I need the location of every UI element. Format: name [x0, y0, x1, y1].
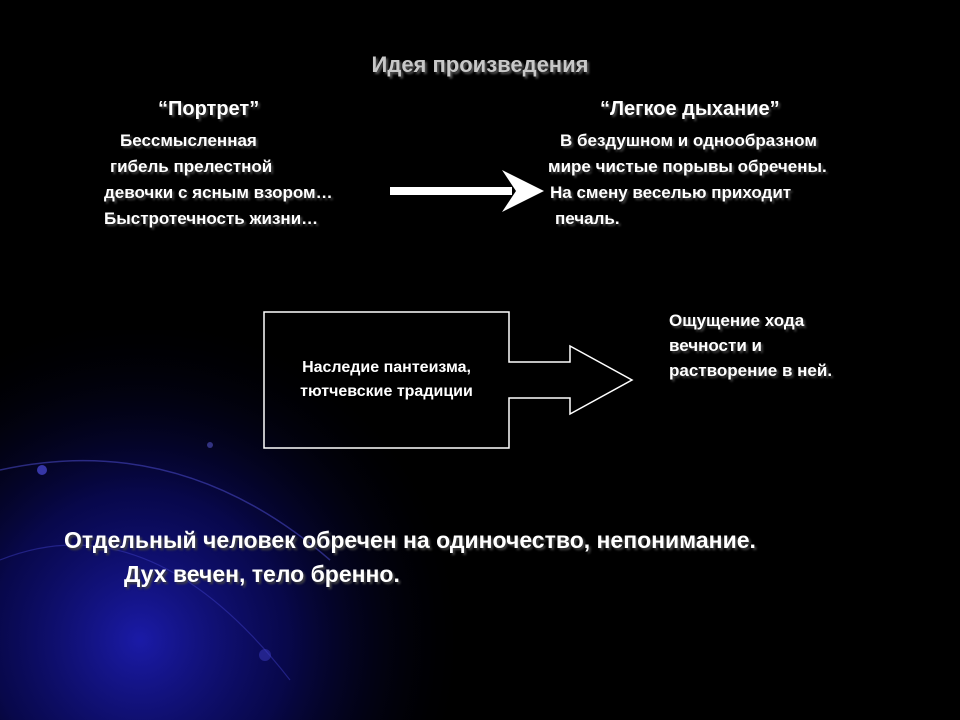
box-line-1: Наследие пантеизма,	[302, 359, 471, 376]
conclusion-line-1: Отдельный человек обречен на одиночество, непонимание.	[64, 527, 756, 553]
result-line-2: вечности и	[669, 336, 762, 355]
conclusion-line-2: Дух вечен, тело бренно.	[124, 561, 400, 587]
right-line-2: мире чистые порывы обречены.	[548, 157, 827, 176]
arrow-right-icon	[390, 168, 550, 216]
left-line-2: гибель прелестной	[110, 157, 273, 176]
result-text	[669, 308, 832, 383]
right-heading: “Легкое дыхание”	[600, 98, 780, 120]
right-line-4: печаль.	[555, 209, 620, 228]
box-line-2: тютчевские традиции	[300, 383, 473, 400]
left-heading: “Портрет”	[158, 98, 260, 120]
right-line-3: На смену веселью приходит	[550, 183, 792, 202]
box-text	[264, 356, 509, 404]
result-line-3: растворение в ней.	[669, 361, 833, 380]
left-line-4: Быстротечность жизни…	[104, 209, 319, 228]
right-line-1: В бездушном и однообразном	[560, 131, 817, 150]
left-line-1: Бессмысленная	[120, 131, 257, 150]
slide-title: Идея произведения	[371, 52, 589, 77]
result-line-1: Ощущение хода	[669, 311, 805, 330]
left-line-3: девочки с ясным взором…	[104, 183, 333, 202]
